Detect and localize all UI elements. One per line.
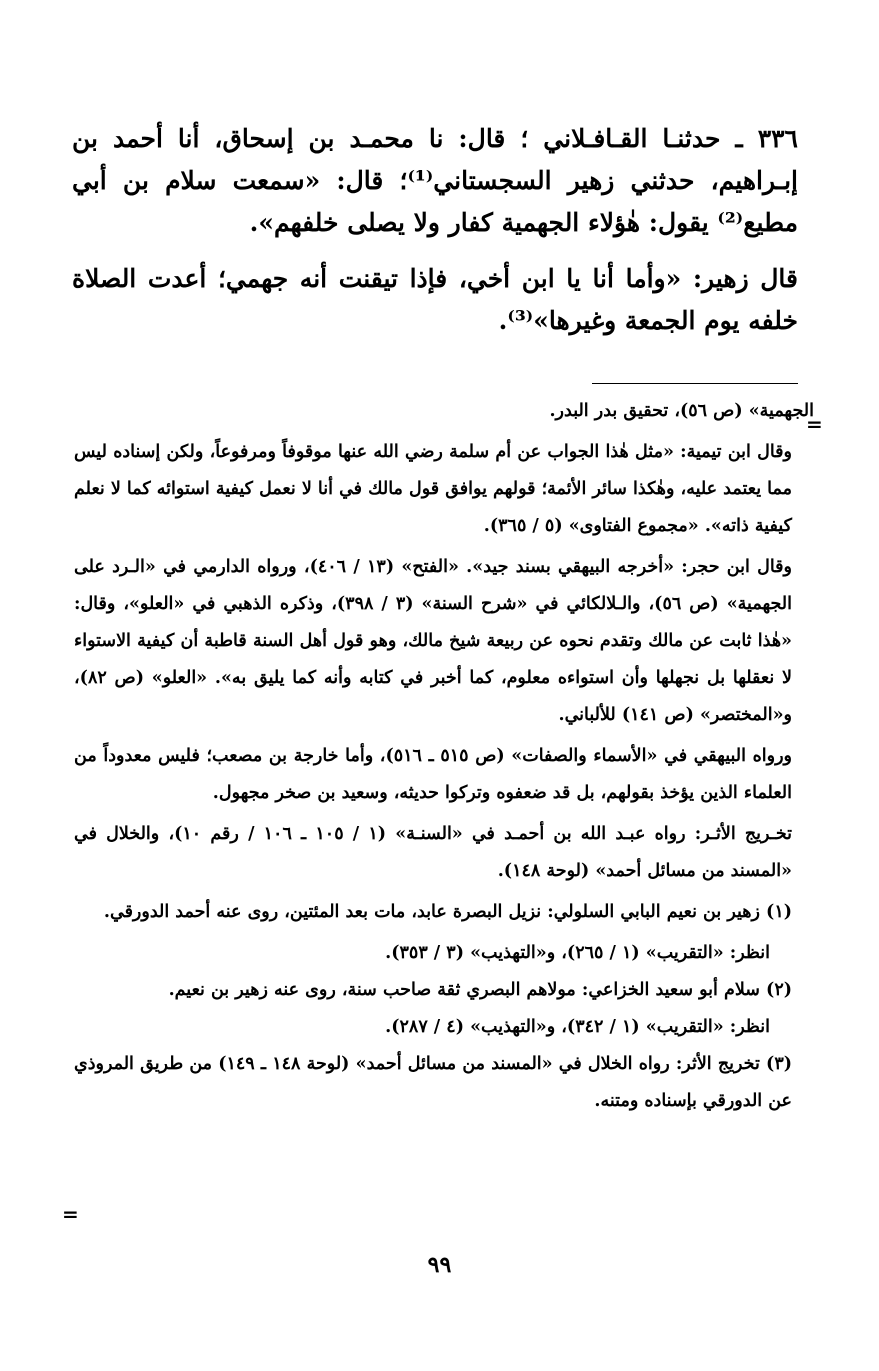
footnote-2: (٢) سلام أبو سعيد الخزاعي: مولاهم البصري ثقة صاحب سنة، روى عنه زهير بن نعيم. (168, 980, 792, 1000)
footnotes (74, 393, 814, 1120)
footnote-3: (٣) تخريج الأثر: رواه الخلال في «المسند من مسائل أحمد» (لوحة ١٤٨ ـ ١٤٩) من طريق المروذي عن الدورقي بإسناده ومتنه. (74, 1054, 792, 1111)
continuation-mark: = (62, 1202, 79, 1226)
footnote-line: انظر: «التقريب» (١ / ٢٦٥)، و«التهذيب» (٣ / ٣٥٣). (385, 943, 770, 963)
footnote-separator (592, 383, 798, 384)
continuation-mark: = (806, 412, 823, 436)
footnote-line: وقال ابن حجر: «أخرجه البيهقي بسند جيد». «الفتح» (١٣ / ٤٠٦)، ورواه الدارمي في «الـرد على الجهمية» (ص ٥٦)، والـلالكائي في «شرح السنة» (٣ / ٣٩٨)، وذكره الذهبي في «العلو»، وقال: «هٰذا ثابت عن مالك وتقدم نحوه عن ربيعة شيخ مالك، وهو قول أهل السنة قاطبة أن كيفية الاستواء لا نعقلها بل نجهلها وأن استواءه معلوم، كما أخبر في كتابه وأنه كما يليق به». «العلو» (ص ٨٢)، و«المختصر» (ص ١٤١) للألباني. (74, 557, 792, 725)
main-paragraph: قال زهير: «وأما أنا يا ابن أخي، فإذا تيقنت أنه جهمي؛ أعدت الصلاة خلفه يوم الجمعة وغيرها»⁽³⁾. (72, 264, 798, 335)
footnote-line: وقال ابن تيمية: «مثل هٰذا الجواب عن أم سلمة رضي الله عنها موقوفاً ومرفوعاً، ولكن إسناده ليس مما يعتمد عليه، وهٰكذا سائر الأئمة؛ قولهم يوافق قول مالك في أنا لا نعمل كيفية استوائه كما لا نعلم كيفية ذاته». «مجموع الفتاوى» (٥ / ٣٦٥). (74, 442, 792, 536)
page-number: ٩٩ (427, 1252, 452, 1278)
footnote-line: الجهمية» (ص ٥٦)، تحقيق بدر البدر. (549, 401, 814, 421)
footnote-line: تخـريج الأثـر: رواه عبـد الله بن أحمـد في «السنـة» (١ / ١٠٥ ـ ١٠٦ / رقم ١٠)، والخلال في «المسند من مسائل أحمد» (لوحة ١٤٨). (74, 824, 793, 881)
main-text (72, 118, 798, 356)
footnote-line: انظر: «التقريب» (١ / ٣٤٢)، و«التهذيب» (٤ / ٢٨٧). (385, 1017, 770, 1037)
main-paragraph: ٣٣٦ ـ حدثنـا القـافـلاني ؛ قال: نا محمـد بن إسحاق، أنا أحمد بن إبـراهيم، حدثني زهير السجستاني⁽¹⁾؛ قال: «سمعت سلام بن أبي مطيع⁽²⁾ يقول: هٰؤلاء الجهمية كفار ولا يصلى خلفهم». (72, 124, 798, 237)
footnote-1: (١) زهير بن نعيم البابي السلولي: نزيل البصرة عابد، مات بعد المئتين، روى عنه أحمد الدورقي. (103, 902, 792, 922)
footnote-line: ورواه البيهقي في «الأسماء والصفات» (ص ٥١٥ ـ ٥١٦)، وأما خارجة بن مصعب؛ فليس معدوداً من العلماء الذين يؤخذ بقولهم، بل قد ضعفوه وتركوا حديثه، وسعيد بن صخر مجهول. (74, 746, 792, 803)
